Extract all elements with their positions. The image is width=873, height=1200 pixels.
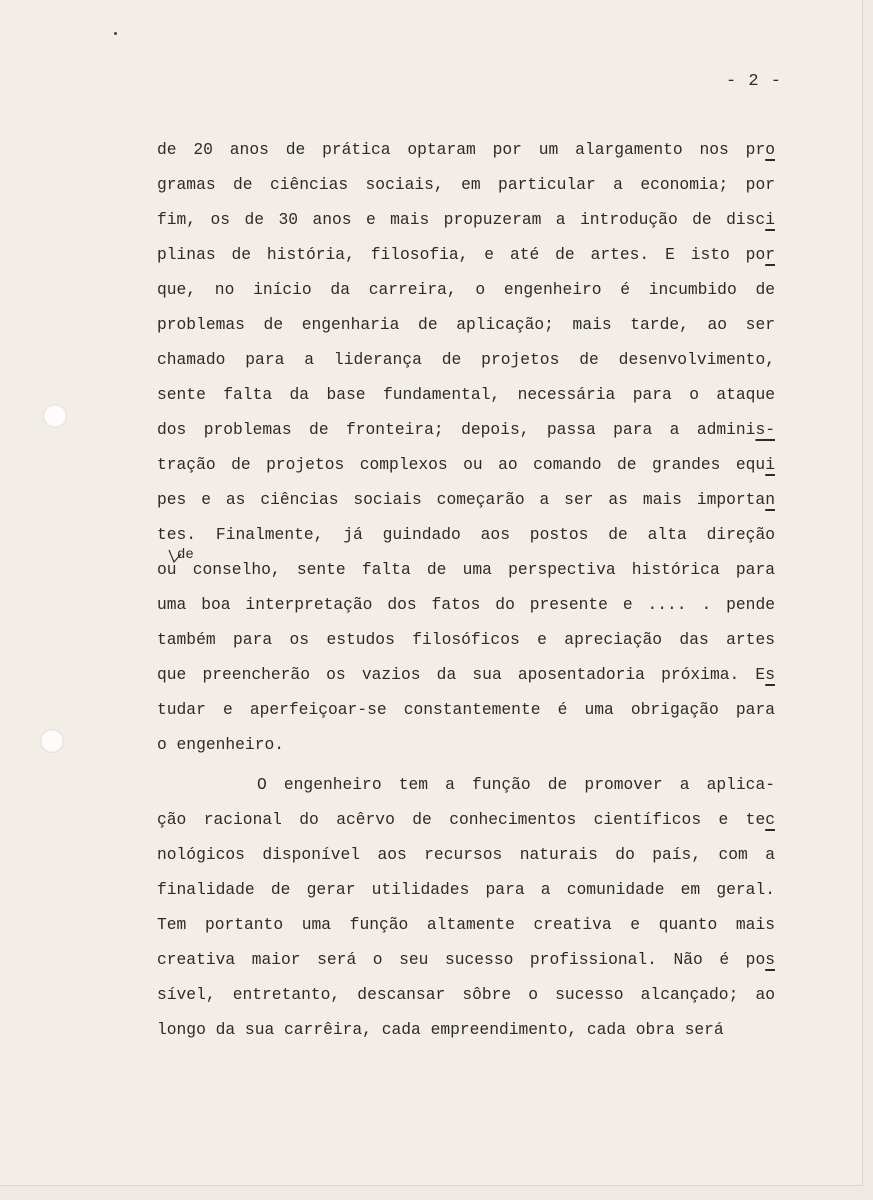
text-line [157, 593, 775, 628]
punch-hole [43, 404, 67, 428]
line-text: que, no início da carreira, o engenheiro é incumbido de [157, 280, 775, 299]
underlined-syllable: r [765, 245, 775, 264]
line-text: finalidade de gerar utilidades para a comunidade em geral. [157, 880, 775, 899]
line-text: sente falta da base fundamental, necessária para o ataque [157, 385, 775, 404]
underlined-syllable: o [765, 140, 775, 159]
line-text: ção racional do acêrvo de conhecimentos científicos e te [157, 810, 766, 829]
text-line [157, 278, 775, 313]
text-line [157, 878, 775, 913]
line-text: creativa maior será o seu sucesso profissional. Não é po [157, 950, 766, 969]
line-text: nológicos disponível aos recursos naturais do país, com a [157, 845, 775, 864]
text-line [157, 138, 775, 173]
text-line [157, 698, 775, 733]
underlined-syllable: s [765, 665, 775, 684]
text-line [157, 488, 775, 523]
line-text: tes. Finalmente, já guindado aos postos de alta direção [157, 525, 775, 544]
text-line [157, 453, 775, 488]
line-text: de 20 anos de prática optaram por um alargamento nos pr [157, 140, 766, 159]
text-line [157, 418, 775, 453]
underlined-syllable: s [765, 950, 775, 969]
text-line [157, 523, 775, 558]
text-line [157, 663, 775, 698]
line-text: fim, os de 30 anos e mais propuzeram a introdução de disc [157, 210, 766, 229]
line-text: tudar e aperfeiçoar-se constantemente é uma obrigação para [157, 700, 775, 719]
text-line [157, 913, 775, 948]
underlined-syllable: c [765, 810, 775, 829]
line-text: longo da sua carrêira, cada empreendimento, cada obra será [157, 1020, 724, 1039]
line-text: tração de projetos complexos ou ao comando de grandes equ [157, 455, 766, 474]
text-line [157, 983, 775, 1018]
underlined-syllable: i [765, 210, 775, 229]
text-line [157, 773, 775, 808]
text-line [157, 733, 775, 768]
text-line [157, 948, 775, 983]
underlined-syllable: s- [755, 420, 775, 439]
line-text: chamado para a liderança de projetos de desenvolvimento, [157, 350, 775, 369]
line-text: uma boa interpretação dos fatos do presente e .... . pende [157, 595, 775, 614]
line-text: gramas de ciências sociais, em particular a economia; por [157, 175, 775, 194]
line-text: que preencherão os vazios da sua aposentadoria próxima. E [157, 665, 766, 684]
line-text: também para os estudos filosóficos e apreciação das artes [157, 630, 775, 649]
line-text: ou conselho, sente falta de uma perspectiva histórica para [157, 560, 775, 579]
line-text: dos problemas de fronteira; depois, passa para a admini [157, 420, 756, 439]
text-line [157, 173, 775, 208]
text-line [157, 348, 775, 383]
line-text: o engenheiro. [157, 735, 285, 754]
line-text: sível, entretanto, descansar sôbre o sucesso alcançado; ao [157, 985, 775, 1004]
line-text: problemas de engenharia de aplicação; mais tarde, ao ser [157, 315, 775, 334]
underlined-syllable: i [765, 455, 775, 474]
paragraph [157, 138, 775, 768]
document-body [157, 138, 775, 1053]
text-line [157, 1018, 775, 1053]
text-line [157, 628, 775, 663]
line-text: plinas de história, filosofia, e até de artes. E isto po [157, 245, 766, 264]
text-line [157, 243, 775, 278]
paragraph [157, 773, 775, 1053]
text-line [157, 208, 775, 243]
paper-speck [114, 32, 117, 35]
text-line [157, 547, 775, 593]
page-number: - 2 - [726, 72, 783, 91]
line-text: O engenheiro tem a função de promover a aplica- [257, 775, 775, 794]
text-line [157, 808, 775, 843]
underlined-syllable: n [765, 490, 775, 509]
text-line [157, 383, 775, 418]
handwritten-insertion: de [177, 547, 194, 563]
line-text: pes e as ciências sociais começarão a ser as mais importa [157, 490, 766, 509]
insertion-caret-icon [168, 548, 182, 566]
text-line [157, 313, 775, 348]
text-line [157, 843, 775, 878]
line-text: Tem portanto uma função altamente creativa e quanto mais [157, 915, 775, 934]
punch-hole [40, 729, 64, 753]
